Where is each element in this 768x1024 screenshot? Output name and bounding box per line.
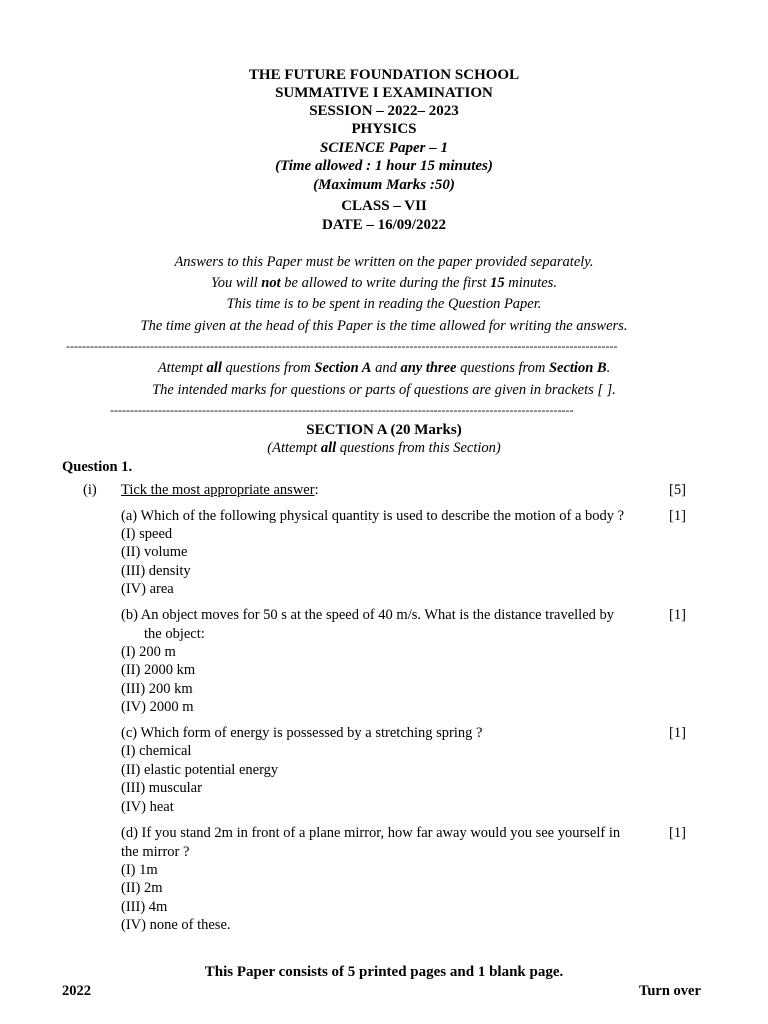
option-a-1: (I) speed: [121, 526, 173, 542]
session: SESSION – 2022– 2023: [309, 103, 459, 119]
option-b-2: (II) 2000 km: [121, 662, 196, 678]
paper-name: SCIENCE Paper – 1: [320, 140, 448, 156]
option-c-2: (II) elastic potential energy: [121, 762, 279, 778]
question-d-stem: (d) If you stand 2m in front of a plane mirror, how far away would you see yourself in: [121, 825, 621, 841]
option-a-2: (II) volume: [121, 544, 188, 560]
part-number: (i): [83, 482, 97, 498]
maximum-marks: (Maximum Marks :50): [313, 177, 455, 193]
instruction-line-2: You will not be allowed to write during the first 15 minutes.: [211, 275, 557, 291]
exam-title: SUMMATIVE I EXAMINATION: [275, 85, 493, 101]
class-label: CLASS – VII: [341, 198, 427, 214]
attempt-instruction: Attempt all questions from Section A and any three questions from Section B.: [157, 360, 611, 376]
section-subtitle: (Attempt all questions from this Section): [267, 440, 501, 456]
option-b-4: (IV) 2000 m: [121, 699, 194, 715]
instruction-line-4: The time given at the head of this Paper is the time allowed for writing the answers.: [140, 318, 628, 334]
option-a-3: (III) density: [121, 563, 191, 579]
section-title: SECTION A (20 Marks): [306, 422, 462, 438]
part-marks: [5]: [669, 482, 686, 498]
divider-short: --------------------------------------------------------------------------------------------------------------------: [110, 404, 574, 416]
exam-date: DATE – 16/09/2022: [322, 217, 446, 233]
time-allowed: (Time allowed : 1 hour 15 minutes): [275, 158, 493, 174]
turn-over-label: Turn over: [639, 983, 701, 999]
option-c-1: (I) chemical: [121, 743, 192, 759]
option-d-4: (IV) none of these.: [121, 917, 231, 933]
instruction-line-3: This time is to be spent in reading the Question Paper.: [226, 296, 542, 312]
option-b-3: (III) 200 km: [121, 681, 193, 697]
instruction-line-1: Answers to this Paper must be written on the paper provided separately.: [174, 254, 594, 270]
question-c-marks: [1]: [669, 725, 686, 741]
question-b-marks: [1]: [669, 607, 686, 623]
question-d-stem-cont: the mirror ?: [121, 844, 190, 860]
option-a-4: (IV) area: [121, 581, 174, 597]
footer-year: 2022: [62, 983, 91, 999]
option-d-3: (III) 4m: [121, 899, 168, 915]
question-a-stem: (a) Which of the following physical quantity is used to describe the motion of a body ?: [121, 508, 625, 524]
option-c-4: (IV) heat: [121, 799, 174, 815]
question-c-stem: (c) Which form of energy is possessed by a stretching spring ?: [121, 725, 483, 741]
page-count-note: This Paper consists of 5 printed pages and 1 blank page.: [204, 964, 564, 980]
question-b-stem-cont: the object:: [144, 626, 205, 642]
subject: PHYSICS: [351, 121, 417, 137]
question-a-marks: [1]: [669, 508, 686, 524]
option-d-1: (I) 1m: [121, 862, 158, 878]
part-instruction: Tick the most appropriate answer:: [121, 482, 319, 498]
question-d-marks: [1]: [669, 825, 686, 841]
option-c-3: (III) muscular: [121, 780, 202, 796]
option-d-2: (II) 2m: [121, 880, 163, 896]
divider-long: ------------------------------------------------------------------------------------------------------------------------------------------: [66, 340, 618, 352]
question-label: Question 1.: [62, 459, 133, 475]
marks-instruction: The intended marks for questions or parts of questions are given in brackets [ ].: [152, 382, 616, 398]
option-b-1: (I) 200 m: [121, 644, 176, 660]
school-name: THE FUTURE FOUNDATION SCHOOL: [248, 67, 520, 83]
question-b-stem: (b) An object moves for 50 s at the speed of 40 m/s. What is the distance travelled by: [121, 607, 615, 623]
